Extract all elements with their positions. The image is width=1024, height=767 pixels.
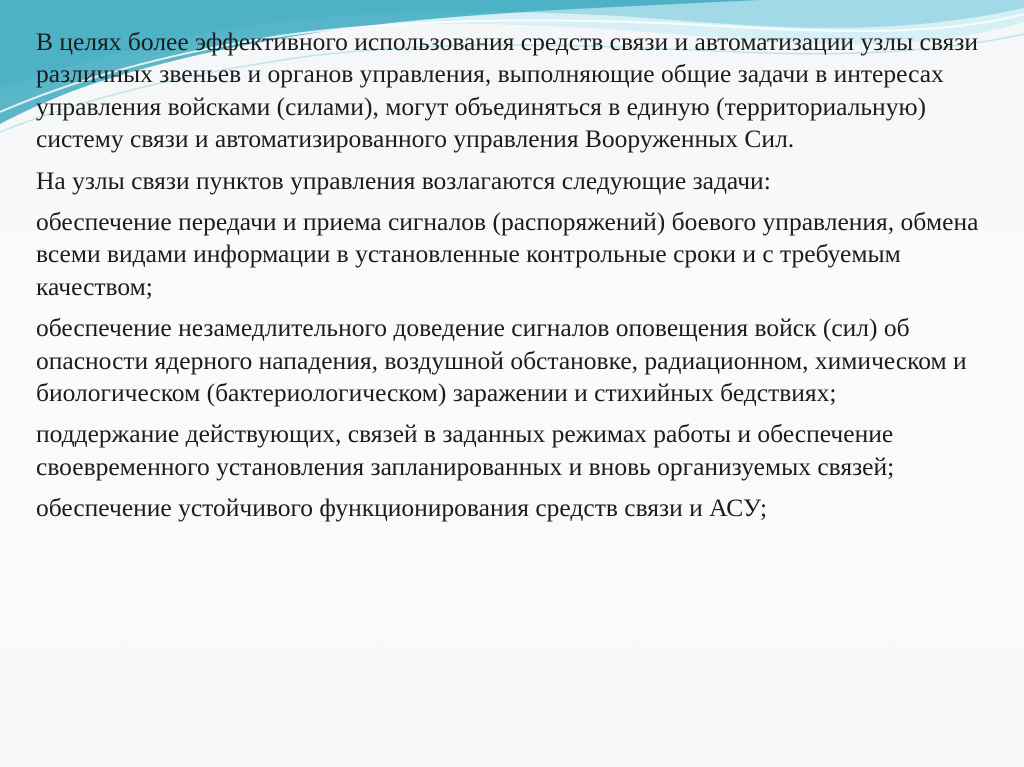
task-item-stable-operation: обеспечение устойчивого функционирования средств связи и АСУ; <box>36 493 768 523</box>
tasks-heading-paragraph: На узлы связи пунктов управления возлагаются следующие задачи: <box>36 165 771 195</box>
task-item-maintain-links: поддержание действующих, связей в заданных режимах работы и обеспечение своевременного установления запланированных и вновь организуемых связей; <box>36 419 895 481</box>
slide-body <box>36 26 996 534</box>
task-item-signals: обеспечение передачи и приема сигналов (распоряжений) боевого управления, обмена всеми видами информации в установленные контрольные сроки и с требуемым качеством; <box>36 207 979 301</box>
intro-paragraph: В целях более эффективного использования средств связи и автоматизации узлы связи различных звеньев и органов управления, выполняющие общие задачи в интересах управления войсками (силами), могут объединяться в единую (территориальную) систему связи и автоматизированного управления Вооруженных Сил. <box>36 27 978 154</box>
task-item-warning: обеспечение незамедлительного доведение сигналов оповещения войск (сил) об опасности ядерного нападения, воздушной обстановке, радиационном, химическом и биологическом (бактериологическом) заражении и стихийных бедствиях; <box>36 313 967 408</box>
